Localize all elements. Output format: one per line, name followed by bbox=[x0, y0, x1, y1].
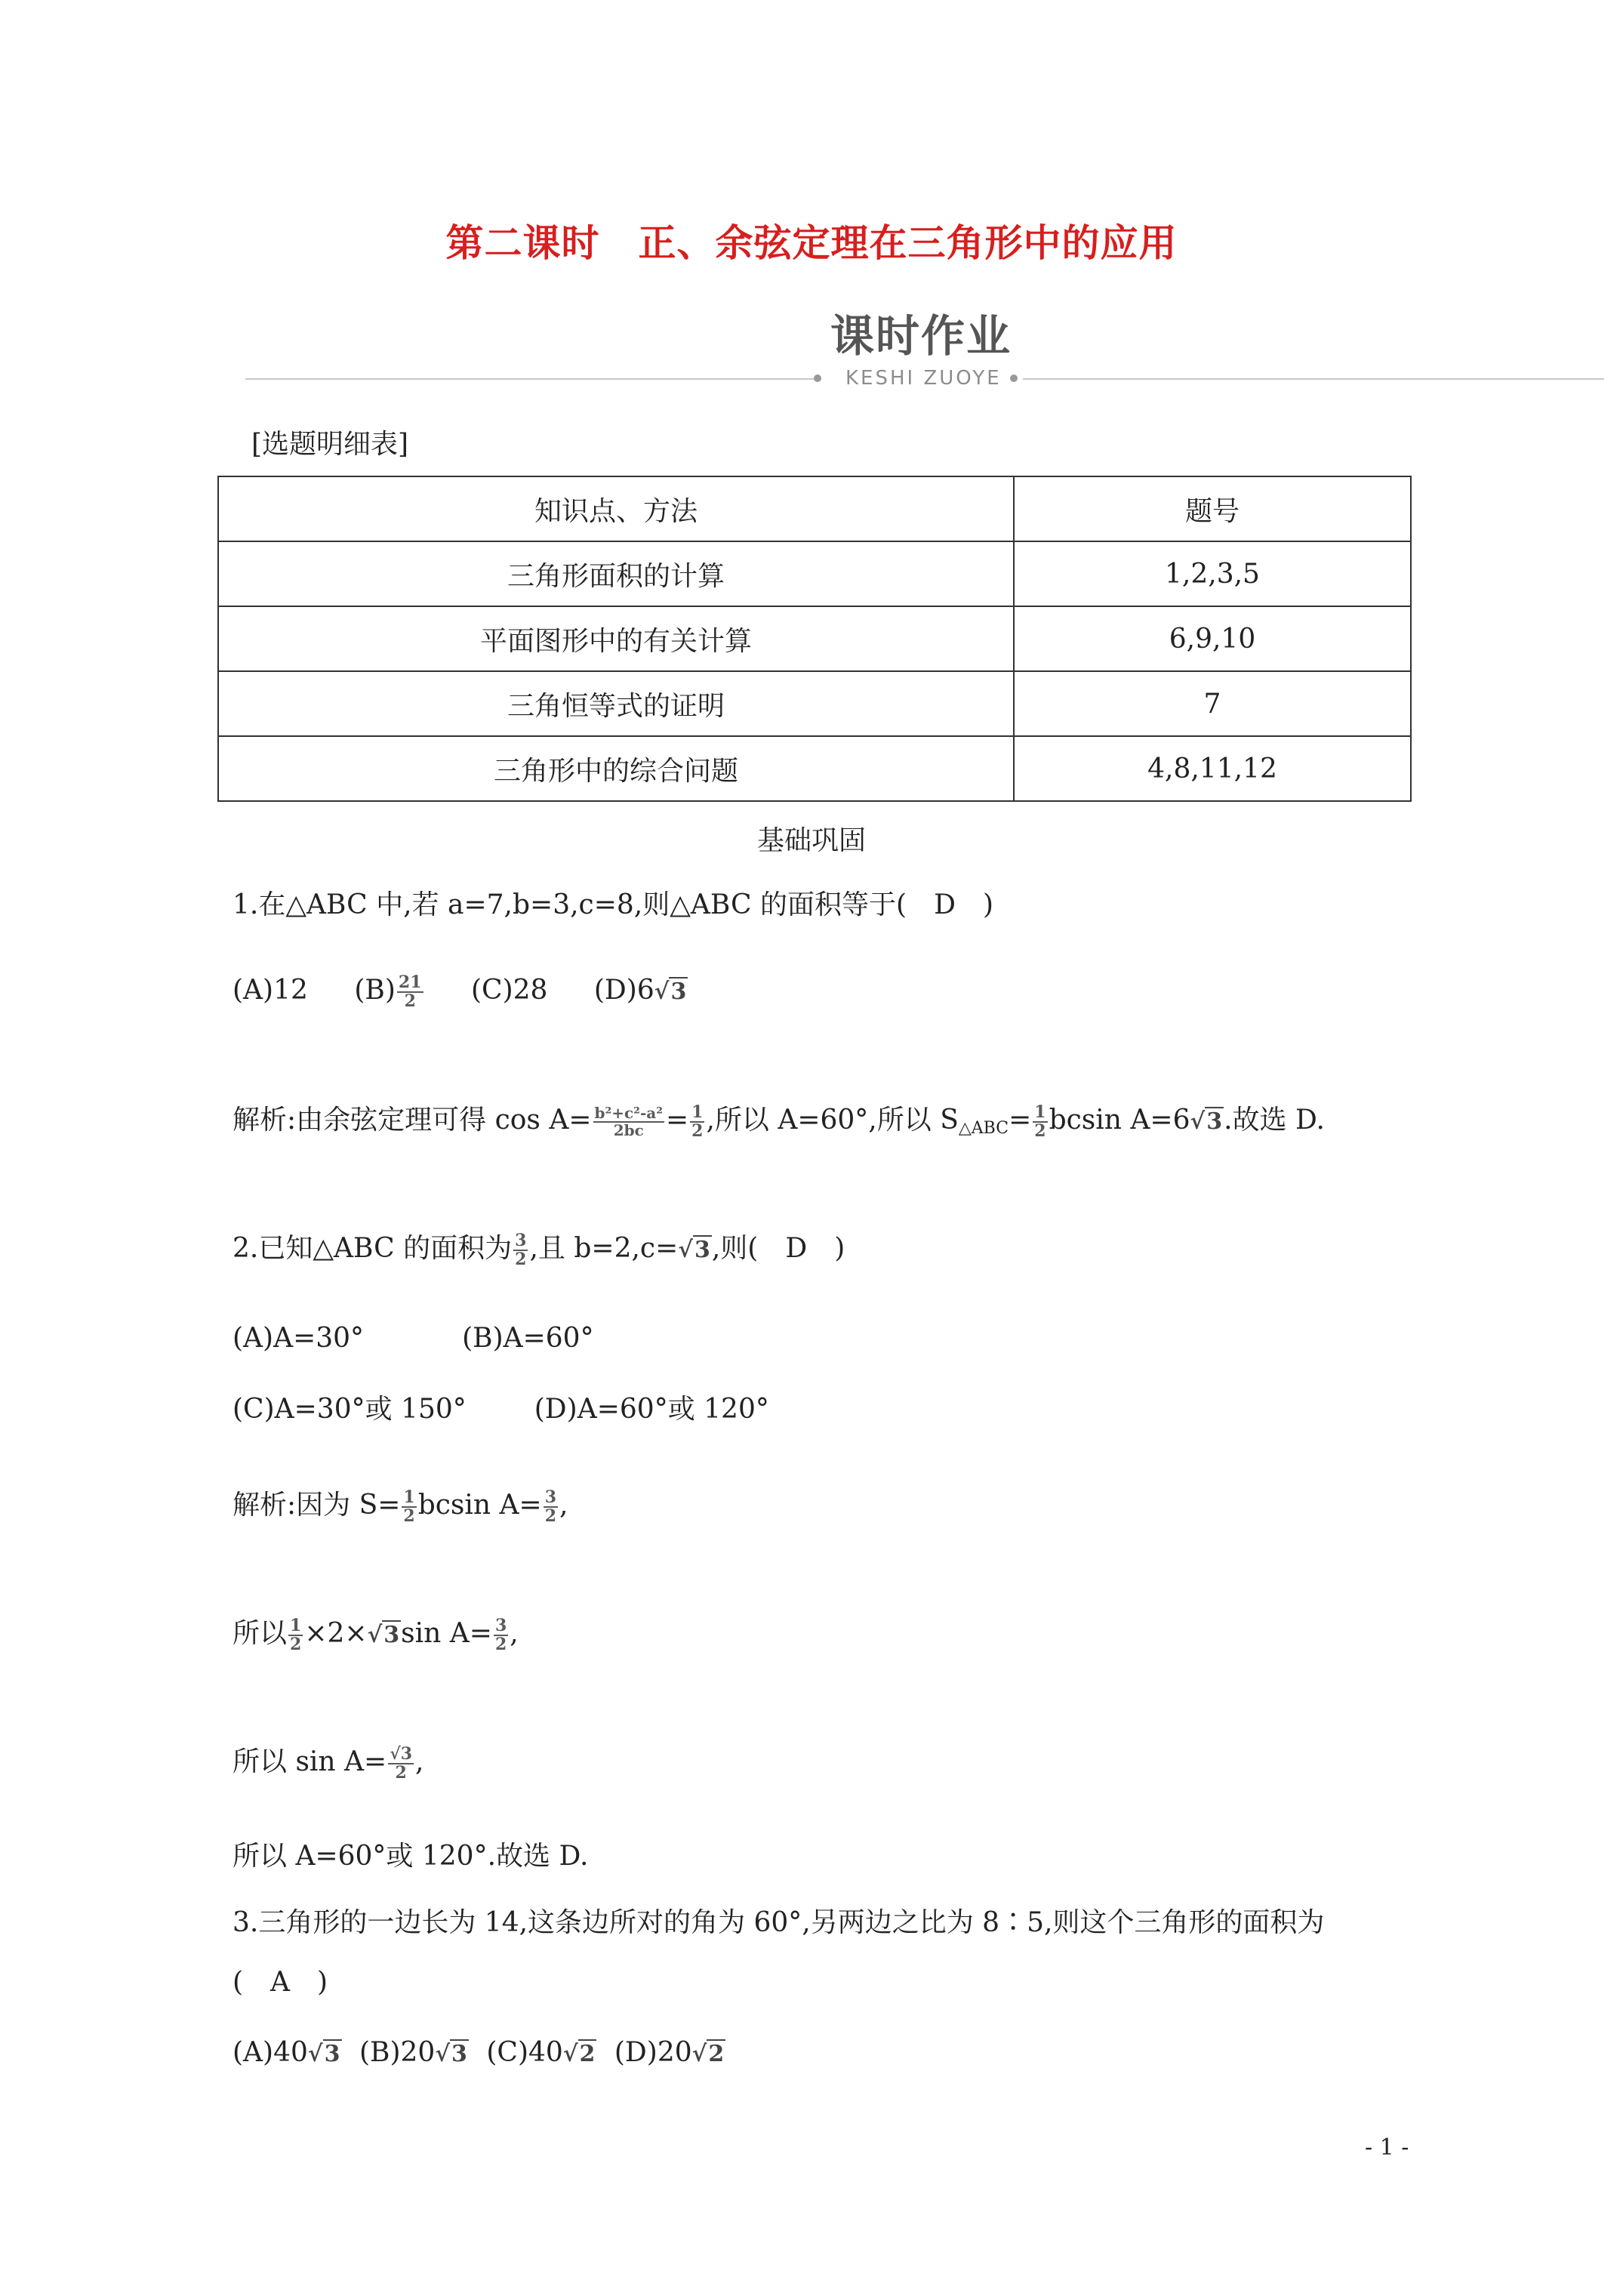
solution-text: 所以 sin A= bbox=[233, 1746, 387, 1777]
radicand: 3 bbox=[694, 1237, 710, 1263]
table-row bbox=[218, 671, 1411, 736]
question-1-answer: D bbox=[934, 889, 956, 920]
fraction-numerator: 1 bbox=[403, 1487, 415, 1507]
solution-text: , bbox=[510, 1618, 519, 1649]
fraction-numerator: 3 bbox=[515, 1230, 527, 1250]
fraction-numerator: 3 bbox=[544, 1487, 557, 1507]
fraction bbox=[397, 974, 423, 1010]
solution-text: 解析:因为 S= bbox=[233, 1490, 401, 1521]
solution-text: , bbox=[415, 1746, 424, 1777]
sqrt-symbol: √3 bbox=[1190, 1108, 1223, 1135]
solution-text: ,所以 A=60°,所以 S bbox=[706, 1105, 959, 1136]
question-3-open: ( bbox=[233, 1967, 244, 1998]
fraction-numerator: 21 bbox=[398, 972, 422, 992]
fraction-denominator: 2 bbox=[395, 1763, 407, 1783]
question-1-text: 1.在△ABC 中,若 a=7,b=3,c=8,则△ABC 的面积等于( bbox=[233, 889, 907, 920]
sqrt-symbol: √3 bbox=[654, 978, 687, 1006]
fraction-denominator: 2 bbox=[1034, 1121, 1046, 1141]
fraction-denominator: 2 bbox=[544, 1506, 557, 1526]
banner-rule-right bbox=[1023, 378, 1604, 380]
question-2-solution-line-3 bbox=[233, 1740, 423, 1782]
banner-dot-right bbox=[1010, 374, 1018, 382]
solution-text: sin A= bbox=[401, 1618, 492, 1649]
question-1-close: ) bbox=[982, 889, 993, 920]
option-c: (C)40 bbox=[486, 2037, 563, 2068]
table-header-row bbox=[218, 476, 1411, 541]
question-1-solution bbox=[233, 1099, 1325, 1140]
question-2-stem bbox=[233, 1227, 845, 1268]
option-a: (A)12 bbox=[233, 975, 308, 1006]
sqrt-symbol: √2 bbox=[691, 2041, 725, 2067]
sqrt-symbol: √3 bbox=[678, 1237, 710, 1263]
question-3-stem: 3.三角形的一边长为 14,这条边所对的角为 60°,另两边之比为 8∶5,则这个三角形的面积为 bbox=[233, 1907, 1325, 1938]
fraction-numerator: √3 bbox=[390, 1743, 413, 1764]
table-cell: 三角恒等式的证明 bbox=[218, 671, 1014, 736]
banner-rule-left bbox=[245, 378, 819, 380]
table-cell: 1,2,3,5 bbox=[1014, 541, 1411, 606]
fraction-numerator: 1 bbox=[1034, 1102, 1046, 1122]
page-title: 第二课时 正、余弦定理在三角形中的应用 bbox=[445, 220, 1178, 265]
solution-text: ×2× bbox=[304, 1618, 368, 1649]
solution-text: bcsin A= bbox=[417, 1490, 542, 1521]
question-2-solution-line-4: 所以 A=60°或 120°.故选 D. bbox=[233, 1841, 589, 1872]
question-2-options-row-2 bbox=[233, 1388, 769, 1426]
fraction bbox=[402, 1489, 416, 1525]
fraction-denominator: 2 bbox=[515, 1250, 527, 1269]
fraction-denominator: 2 bbox=[691, 1121, 704, 1141]
table-cell: 三角形面积的计算 bbox=[218, 541, 1014, 606]
fraction-denominator: 2 bbox=[494, 1635, 507, 1654]
solution-text: 所以 bbox=[233, 1618, 288, 1649]
section-heading: 基础巩固 bbox=[756, 825, 866, 856]
sqrt-symbol: √3 bbox=[367, 1622, 400, 1648]
table-row bbox=[218, 606, 1411, 671]
question-2-text: ,则( bbox=[711, 1233, 759, 1264]
question-2-solution-line-1 bbox=[233, 1484, 568, 1525]
fraction-numerator: 1 bbox=[290, 1615, 302, 1635]
question-2-close: ) bbox=[834, 1233, 845, 1264]
question-2-options-row-1 bbox=[233, 1323, 594, 1354]
table-cell: 4,8,11,12 bbox=[1014, 736, 1411, 801]
question-2-answer: D bbox=[785, 1233, 808, 1264]
fraction bbox=[288, 1617, 303, 1653]
table-cell: 6,9,10 bbox=[1014, 606, 1411, 671]
radicand: 2 bbox=[579, 2041, 596, 2067]
question-3-options bbox=[233, 2037, 725, 2068]
fraction bbox=[690, 1104, 704, 1140]
radicand: 3 bbox=[383, 1622, 400, 1648]
fraction bbox=[494, 1617, 508, 1653]
banner-title: 课时作业 bbox=[830, 310, 1012, 362]
question-1-stem bbox=[233, 883, 993, 922]
question-1-options bbox=[233, 974, 688, 1010]
radicand: 3 bbox=[324, 2041, 340, 2067]
solution-text: = bbox=[1009, 1105, 1032, 1136]
radicand: 3 bbox=[1206, 1108, 1223, 1135]
fraction-denominator: 2 bbox=[404, 991, 416, 1012]
fraction-denominator: 2bc bbox=[613, 1121, 644, 1139]
subscript: △ABC bbox=[958, 1119, 1009, 1138]
solution-text: .故选 D. bbox=[1224, 1105, 1325, 1136]
table-cell: 7 bbox=[1014, 671, 1411, 736]
solution-text: = bbox=[665, 1105, 689, 1136]
sqrt-symbol: √3 bbox=[435, 2041, 467, 2067]
solution-text: 解析:由余弦定理可得 cos A= bbox=[233, 1105, 592, 1136]
solution-text: bcsin A=6 bbox=[1049, 1105, 1190, 1136]
fraction-numerator: 3 bbox=[494, 1615, 507, 1635]
solution-text: , bbox=[559, 1490, 568, 1521]
sqrt-symbol: √2 bbox=[562, 2041, 596, 2067]
option-b: (B)20 bbox=[359, 2037, 436, 2068]
question-2-text: ,且 b=2,c= bbox=[529, 1233, 679, 1264]
fraction bbox=[593, 1105, 664, 1139]
option-c: (C)28 bbox=[470, 975, 548, 1006]
table-header-cell: 知识点、方法 bbox=[218, 476, 1014, 541]
option-b: (B) bbox=[354, 975, 396, 1006]
fraction bbox=[1033, 1104, 1047, 1140]
option-a: (A)40 bbox=[233, 2037, 308, 2068]
question-3-answer-line bbox=[233, 1967, 328, 1998]
question-2-solution-line-2 bbox=[233, 1612, 519, 1653]
banner-subtitle: KESHI ZUOYE bbox=[845, 367, 1002, 390]
option-c: (C)A=30°或 150° bbox=[233, 1394, 467, 1425]
fraction bbox=[544, 1489, 558, 1525]
option-d: (D)20 bbox=[614, 2037, 692, 2068]
fraction-numerator: b²+c²-a² bbox=[594, 1104, 663, 1122]
table-row bbox=[218, 736, 1411, 801]
question-3-answer: A bbox=[270, 1967, 291, 1998]
radicand: 2 bbox=[708, 2041, 725, 2067]
table-cell: 三角形中的综合问题 bbox=[218, 736, 1014, 801]
table-header-cell: 题号 bbox=[1014, 476, 1411, 541]
table-label: [选题明细表] bbox=[251, 429, 409, 460]
option-d: (D)6 bbox=[593, 975, 654, 1006]
radicand: 3 bbox=[451, 2041, 467, 2067]
fraction bbox=[388, 1743, 414, 1783]
radicand: 3 bbox=[670, 978, 687, 1006]
question-2-text: 2.已知△ABC 的面积为 bbox=[233, 1233, 513, 1264]
fraction bbox=[513, 1232, 528, 1268]
topic-table bbox=[217, 476, 1412, 802]
option-a: (A)A=30° bbox=[233, 1323, 365, 1354]
table-row bbox=[218, 541, 1411, 606]
banner-dot-left bbox=[814, 374, 821, 382]
page-number: - 1 - bbox=[1365, 2134, 1409, 2161]
option-b: (B)A=60° bbox=[462, 1323, 594, 1354]
question-3-close: ) bbox=[317, 1967, 328, 1998]
fraction-denominator: 2 bbox=[403, 1506, 415, 1526]
fraction-numerator: 1 bbox=[691, 1102, 704, 1122]
table-cell: 平面图形中的有关计算 bbox=[218, 606, 1014, 671]
option-d: (D)A=60°或 120° bbox=[534, 1394, 769, 1425]
sqrt-symbol: √3 bbox=[307, 2041, 340, 2067]
fraction-denominator: 2 bbox=[290, 1635, 302, 1654]
